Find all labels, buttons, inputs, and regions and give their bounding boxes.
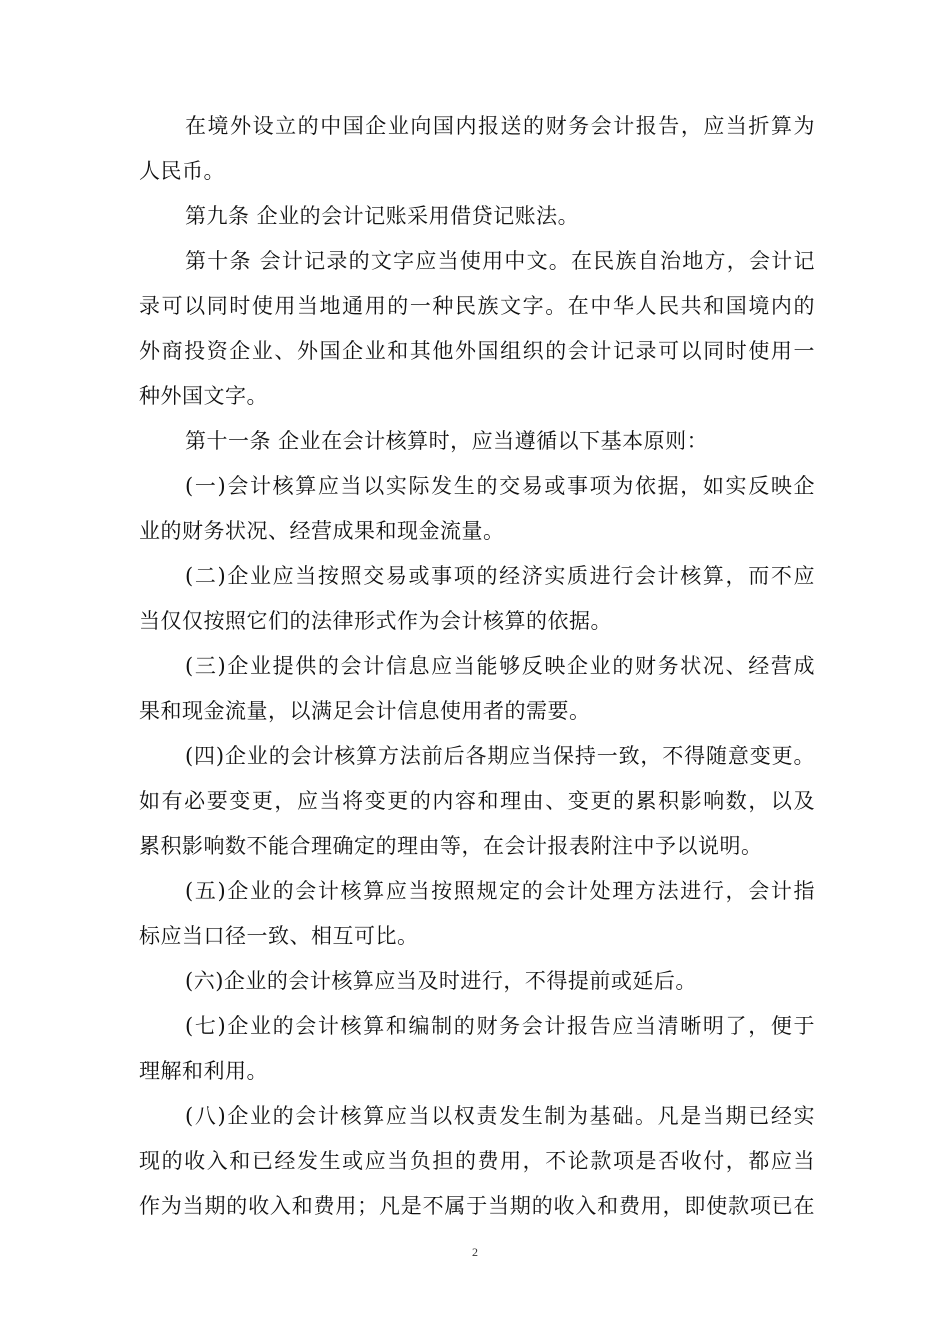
text-line: 理解和利用。 <box>139 1059 268 1083</box>
paragraph <box>139 419 815 464</box>
paragraph <box>139 734 815 869</box>
text-line: (五)企业的会计核算应当按照规定的会计处理方法进行，会计指 <box>185 879 815 903</box>
paragraph <box>139 104 815 194</box>
page-number: 2 <box>472 1245 478 1259</box>
text-line: (二)企业应当按照交易或事项的经济实质进行会计核算，而不应 <box>185 564 815 588</box>
paragraph <box>139 644 815 734</box>
text-line: 第十条 会计记录的文字应当使用中文。在民族自治地方，会计记 <box>185 249 815 273</box>
text-line: 作为当期的收入和费用；凡是不属于当期的收入和费用，即使款项已在 <box>139 1194 815 1218</box>
paragraph <box>139 464 815 554</box>
text-line: 第九条 企业的会计记账采用借贷记账法。 <box>185 204 580 228</box>
paragraph <box>139 959 815 1004</box>
text-line: 现的收入和已经发生或应当负担的费用，不论款项是否收付，都应当 <box>139 1149 815 1173</box>
text-line: 累积影响数不能合理确定的理由等，在会计报表附注中予以说明。 <box>139 834 763 858</box>
paragraph <box>139 194 815 239</box>
text-line: 录可以同时使用当地通用的一种民族文字。在中华人民共和国境内的 <box>139 294 815 318</box>
paragraph <box>139 239 815 419</box>
text-line: 业的财务状况、经营成果和现金流量。 <box>139 519 505 543</box>
text-line: (六)企业的会计核算应当及时进行，不得提前或延后。 <box>185 969 697 993</box>
paragraph <box>139 1004 815 1094</box>
text-line: 人民币。 <box>139 159 225 183</box>
paragraph <box>139 869 815 959</box>
text-line: 如有必要变更，应当将变更的内容和理由、变更的累积影响数，以及 <box>139 789 815 813</box>
text-line: 第十一条 企业在会计核算时，应当遵循以下基本原则： <box>185 429 709 453</box>
text-line: 外商投资企业、外国企业和其他外国组织的会计记录可以同时使用一 <box>139 339 815 363</box>
text-line: 标应当口径一致、相互可比。 <box>139 924 419 948</box>
paragraph <box>139 554 815 644</box>
text-line: (一)会计核算应当以实际发生的交易或事项为依据，如实反映企 <box>185 474 815 498</box>
text-line: 在境外设立的中国企业向国内报送的财务会计报告，应当折算为 <box>185 114 815 138</box>
text-line: 果和现金流量，以满足会计信息使用者的需要。 <box>139 699 591 723</box>
text-line: 当仅仅按照它们的法律形式作为会计核算的依据。 <box>139 609 612 633</box>
text-line: (四)企业的会计核算方法前后各期应当保持一致，不得随意变更。 <box>185 744 815 768</box>
text-line: (八)企业的会计核算应当以权责发生制为基础。凡是当期已经实 <box>185 1104 815 1128</box>
text-line: (七)企业的会计核算和编制的财务会计报告应当清晰明了，便于 <box>185 1014 815 1038</box>
document-body <box>139 104 815 1229</box>
text-line: (三)企业提供的会计信息应当能够反映企业的财务状况、经营成 <box>185 654 815 678</box>
text-line: 种外国文字。 <box>139 384 268 408</box>
paragraph <box>139 1094 815 1229</box>
